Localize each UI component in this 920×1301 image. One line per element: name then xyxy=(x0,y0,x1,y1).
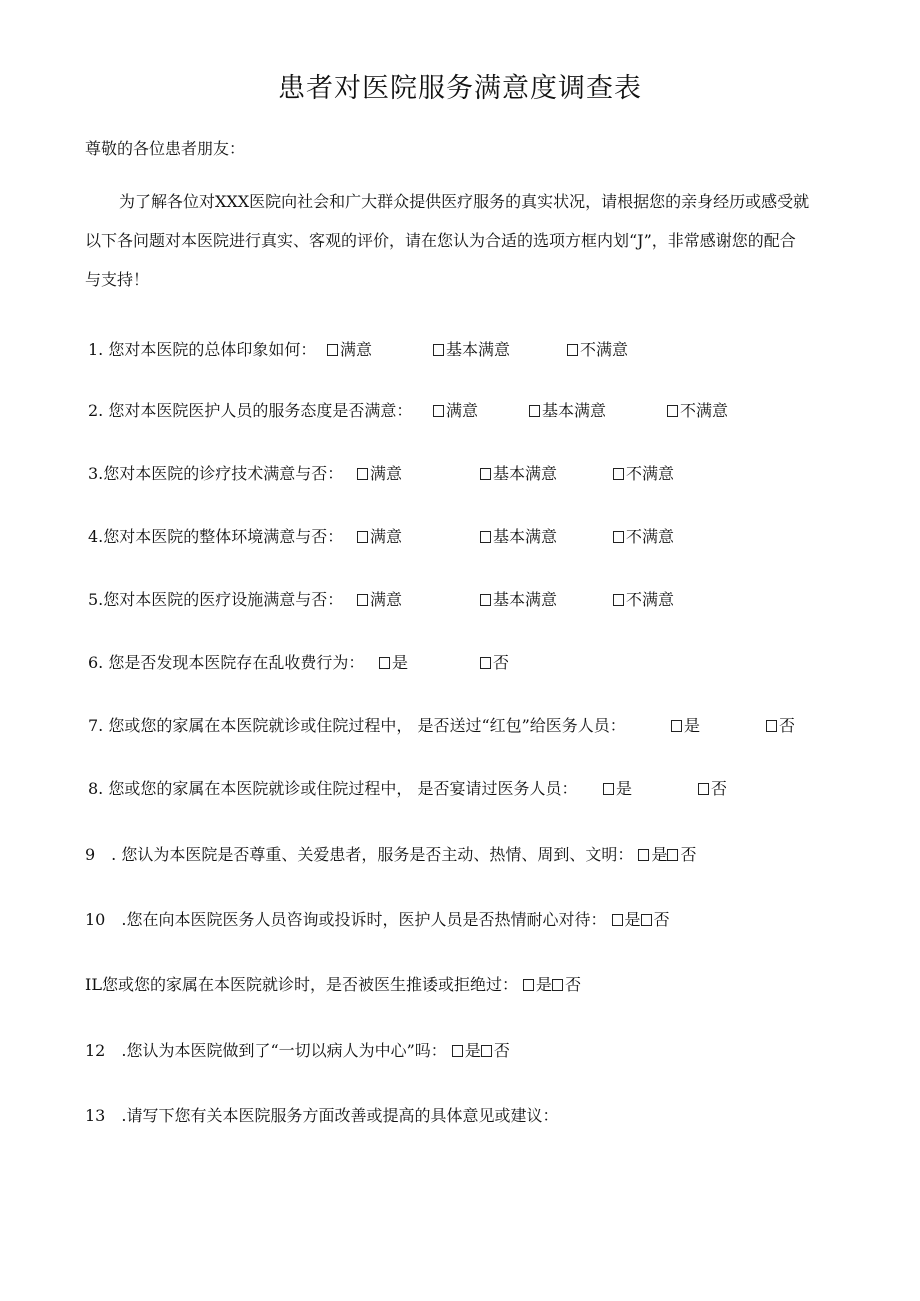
question-5-option-1[interactable] xyxy=(357,587,402,610)
intro-paragraph xyxy=(85,189,855,306)
option-label: 是 xyxy=(616,779,633,798)
option-label: 否 xyxy=(779,716,796,735)
checkbox-icon[interactable] xyxy=(613,468,624,480)
question-12-option-no[interactable] xyxy=(481,1041,510,1060)
checkbox-icon[interactable] xyxy=(567,344,578,356)
option-label: 是 xyxy=(651,845,668,864)
question-7-option-yes[interactable] xyxy=(671,713,700,736)
intro-line-3: 与支持！ xyxy=(85,270,150,289)
option-label: 是 xyxy=(464,1041,481,1060)
option-label: 不满意 xyxy=(626,464,675,483)
question-1-option-1[interactable] xyxy=(327,337,372,360)
checkbox-icon[interactable] xyxy=(433,344,444,356)
checkbox-icon[interactable] xyxy=(613,531,624,543)
checkbox-icon[interactable] xyxy=(433,405,444,417)
option-label: 不满意 xyxy=(580,340,629,359)
checkbox-icon[interactable] xyxy=(638,849,649,861)
option-label: 是 xyxy=(392,653,409,672)
question-4-option-1[interactable] xyxy=(357,524,402,547)
question-1-text: 1. 您对本医院的总体印象如何： xyxy=(88,340,317,359)
option-label: 是 xyxy=(684,716,701,735)
question-3-option-2[interactable] xyxy=(480,461,557,484)
question-4-text: 4.您对本医院的整体环境满意与否： xyxy=(88,527,344,546)
question-10-option-yes[interactable] xyxy=(612,910,641,929)
question-12-text: 12 .您认为本医院做到了“一切以病人为中心”吗： xyxy=(85,1041,447,1060)
option-label: 基本满意 xyxy=(493,527,558,546)
question-12-option-yes[interactable] xyxy=(452,1041,481,1060)
question-8-option-no[interactable] xyxy=(698,776,727,799)
checkbox-icon[interactable] xyxy=(480,657,491,669)
checkbox-icon[interactable] xyxy=(766,720,777,732)
question-5-text: 5.您对本医院的医疗设施满意与否： xyxy=(88,590,344,609)
question-9-option-yes[interactable] xyxy=(638,845,667,864)
question-10 xyxy=(85,907,670,930)
option-label: 是 xyxy=(536,975,553,994)
intro-line-1: 为了解各位对XXX医院向社会和广大群众提供医疗服务的真实状况，请根据您的亲身经历或感受就 xyxy=(119,192,810,211)
checkbox-icon[interactable] xyxy=(523,979,534,991)
question-1-option-3[interactable] xyxy=(567,337,628,360)
checkbox-icon[interactable] xyxy=(613,594,624,606)
option-label: 基本满意 xyxy=(493,464,558,483)
option-label: 基本满意 xyxy=(493,590,558,609)
checkbox-icon[interactable] xyxy=(667,405,678,417)
question-1-option-2[interactable] xyxy=(433,337,510,360)
checkbox-icon[interactable] xyxy=(327,344,338,356)
question-11-option-no[interactable] xyxy=(552,975,581,994)
option-label: 基本满意 xyxy=(446,340,511,359)
question-7-option-no[interactable] xyxy=(766,713,795,736)
checkbox-icon[interactable] xyxy=(529,405,540,417)
checkbox-icon[interactable] xyxy=(481,1045,492,1057)
checkbox-icon[interactable] xyxy=(612,914,623,926)
checkbox-icon[interactable] xyxy=(667,849,678,861)
question-4-option-3[interactable] xyxy=(613,524,674,547)
question-11-option-yes[interactable] xyxy=(523,975,552,994)
page-title: 患者对医院服务满意度调查表 xyxy=(278,73,642,104)
question-10-text: 10 .您在向本医院医务人员咨询或投诉时，医护人员是否热情耐心对待： xyxy=(85,910,607,929)
question-3-text: 3.您对本医院的诊疗技术满意与否： xyxy=(88,464,344,483)
checkbox-icon[interactable] xyxy=(603,783,614,795)
question-3-option-3[interactable] xyxy=(613,461,674,484)
option-label: 否 xyxy=(680,845,697,864)
checkbox-icon[interactable] xyxy=(357,468,368,480)
question-4-option-2[interactable] xyxy=(480,524,557,547)
question-11 xyxy=(85,972,581,995)
question-5-option-2[interactable] xyxy=(480,587,557,610)
checkbox-icon[interactable] xyxy=(357,594,368,606)
checkbox-icon[interactable] xyxy=(698,783,709,795)
question-11-text: IL您或您的家属在本医院就诊时，是否被医生推诿或拒绝过： xyxy=(85,975,518,994)
option-label: 否 xyxy=(565,975,582,994)
checkbox-icon[interactable] xyxy=(480,531,491,543)
question-9-option-no[interactable] xyxy=(667,845,696,864)
question-2-option-1[interactable] xyxy=(433,398,478,421)
option-label: 否 xyxy=(493,1041,510,1060)
question-6-option-yes[interactable] xyxy=(379,650,408,673)
question-9 xyxy=(85,842,696,865)
question-5-option-3[interactable] xyxy=(613,587,674,610)
checkbox-icon[interactable] xyxy=(552,979,563,991)
checkbox-icon[interactable] xyxy=(480,468,491,480)
question-6-option-no[interactable] xyxy=(480,650,509,673)
checkbox-icon[interactable] xyxy=(452,1045,463,1057)
option-label: 基本满意 xyxy=(542,401,607,420)
intro-line-2: 以下各问题对本医院进行真实、客观的评价，请在您认为合适的选项方框内划“J”，非常感谢您的配合 xyxy=(85,231,796,250)
option-label: 满意 xyxy=(340,340,373,359)
checkbox-icon[interactable] xyxy=(379,657,390,669)
option-label: 不满意 xyxy=(626,590,675,609)
question-6-text: 6. 您是否发现本医院存在乱收费行为： xyxy=(88,653,365,672)
option-label: 是 xyxy=(624,910,641,929)
option-label: 不满意 xyxy=(626,527,675,546)
checkbox-icon[interactable] xyxy=(671,720,682,732)
option-label: 否 xyxy=(493,653,510,672)
question-9-text: 9 . 您认为本医院是否尊重、关爱患者，服务是否主动、热情、周到、文明： xyxy=(85,845,634,864)
question-2-option-2[interactable] xyxy=(529,398,606,421)
question-3-option-1[interactable] xyxy=(357,461,402,484)
option-label: 否 xyxy=(711,779,728,798)
question-2-option-3[interactable] xyxy=(667,398,728,421)
option-label: 满意 xyxy=(370,527,403,546)
question-10-option-no[interactable] xyxy=(641,910,670,929)
question-7-text: 7. 您或您的家属在本医院就诊或住院过程中， 是否送过“红包”给医务人员： xyxy=(88,716,626,735)
question-8-option-yes[interactable] xyxy=(603,776,632,799)
question-8-text: 8. 您或您的家属在本医院就诊或住院过程中， 是否宴请过医务人员： xyxy=(88,779,578,798)
checkbox-icon[interactable] xyxy=(641,914,652,926)
option-label: 满意 xyxy=(370,590,403,609)
question-2-text: 2. 您对本医院医护人员的服务态度是否满意： xyxy=(88,401,413,420)
option-label: 满意 xyxy=(370,464,403,483)
option-label: 否 xyxy=(653,910,670,929)
checkbox-icon[interactable] xyxy=(357,531,368,543)
question-13-text: 13 .请写下您有关本医院服务方面改善或提高的具体意见或建议： xyxy=(85,1106,559,1125)
option-label: 不满意 xyxy=(680,401,729,420)
question-12 xyxy=(85,1038,510,1061)
greeting: 尊敬的各位患者朋友： xyxy=(85,139,246,158)
option-label: 满意 xyxy=(446,401,479,420)
checkbox-icon[interactable] xyxy=(480,594,491,606)
